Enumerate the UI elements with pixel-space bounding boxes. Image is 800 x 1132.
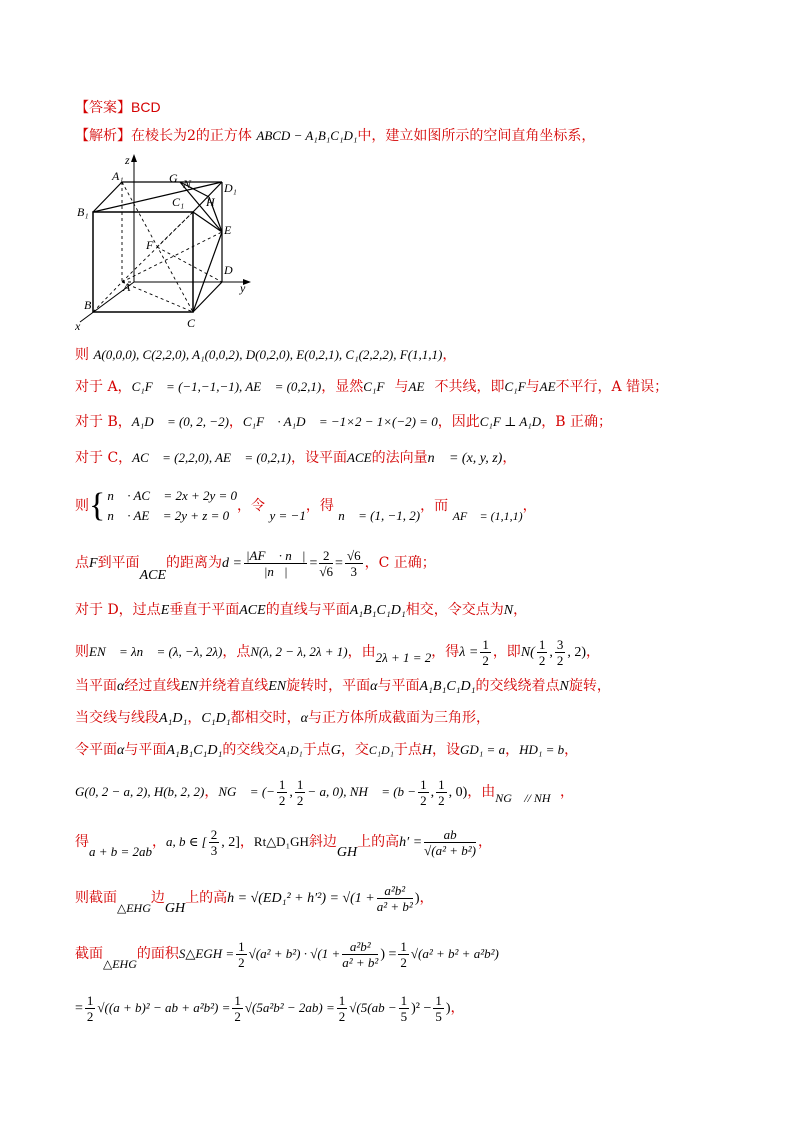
edge-cd [193,282,222,312]
l5-m2: n⃗ = (1, −1, 2) [338,508,421,523]
l11-mid: 与平面 [124,742,167,758]
l3-m3: C₁F ⊥ A₁D [479,414,542,429]
l12-m3: NG⃗ // NH⃗ [495,791,560,805]
line-area [75,934,499,975]
intro-tail: 中，建立如图所示的空间直角坐标系， [357,128,596,144]
line-rotation [75,676,611,697]
l12-mid2: ，由 [467,784,496,800]
l7-mid3: 相交，令交点为 [405,602,504,618]
l8-frac3 [555,637,566,668]
line-coordinates [75,345,456,365]
l16-f1n: 1 [86,992,94,1008]
l16-m4: √(5(ab − [349,1000,397,1015]
l11-pre: 令平面 [75,742,117,758]
l2-post: 不平行，A 错误； [555,379,669,395]
line-area-simplify [75,988,465,1029]
l5-pre: 则 [75,498,89,514]
l7-m1: E [160,603,170,618]
l5-m3: AF⃗ = (1,1,1) [452,509,523,523]
l12-m2e: , 0) [448,785,468,800]
l12-mid: ， [204,784,219,800]
l6-m1: F [89,556,98,571]
l15-f2n: a²b² [342,939,378,955]
l2-mid: ，显然 [321,379,364,395]
l10-m1: A₁D₁ [159,711,188,726]
l13-mid3: 斜边 [308,834,337,850]
l13-m2b: , 2] [221,835,240,850]
l2-m1: C₁F⃗ = (−1,−1,−1), AE⃗ = (0,2,1) [131,379,322,394]
l14-post: ， [419,890,434,906]
line-height-h [75,878,434,919]
label-c1: C₁ [172,195,185,209]
l11-mid6: ，设 [432,742,460,758]
l16-frac3 [337,993,348,1024]
l6-f3n: √6 [346,547,361,563]
l3-pre: 对于 B， [75,414,132,430]
l12-f2d: 2 [296,792,304,808]
l11-m6: H [421,743,432,758]
l11-m8: HD₁ = b [519,742,565,757]
l12-m2d: , [430,785,435,800]
answer-line [75,97,161,118]
l9-mid3: 旋转时，平面 [286,678,371,694]
l9-m2: EN [180,679,199,694]
l12-frac3 [418,777,429,808]
l4-m3: n⃗ = (x, y, z) [427,451,503,466]
l16-f4d: 5 [400,1008,408,1024]
l13-mid2: ， [239,834,254,850]
l5-mid: ，令 [237,498,266,514]
label-y: y [240,281,246,295]
l16-f1d: 2 [86,1008,94,1024]
label-b1: B₁ [77,205,89,219]
l13-f2n: ab [424,827,476,843]
l8-mid3: ，得 [431,644,460,660]
l7-m2: ACE [239,603,266,618]
l13-f2d: √(a² + b²) [424,842,477,858]
l12-f4d: 2 [438,792,445,808]
l5-sys1: n⃗ · AC⃗ = 2x + 2y = 0 [107,488,238,503]
label-c: C [187,316,196,330]
l6-mid2: 的距离为 [166,555,223,571]
l11-mid5: 于点 [393,742,422,758]
l6-f2n: 2 [319,548,333,564]
l9-m3: EN [268,679,287,694]
l11-m5: C₁D₁ [368,743,394,757]
label-d: D [224,263,233,277]
l4-mid2: 的法向量 [371,450,428,466]
l6-frac1 [244,548,308,579]
l6-f2d: √6 [319,563,334,579]
label-x: x [75,319,81,333]
l12-m2c: − a, 0), NH⃗ = (b − [307,784,417,799]
l13-m5: h′ = [399,835,423,850]
l4-m2: ACE [347,450,372,465]
l8-mid4: ，即 [492,644,521,660]
l4-post: ， [502,450,517,466]
l16-m1: = [75,1001,83,1016]
l12-post: ， [559,784,574,800]
l12-frac1 [277,777,288,808]
l15-f3n: 1 [400,938,407,954]
l4-pre: 对于 C， [75,450,133,466]
l16-m3: √(5a²b² − 2ab) = [244,1000,335,1015]
l3-m1: A₁D⃗ = (0, 2, −2) [131,414,229,429]
l11-m1: α [117,743,125,758]
l13-fn: 2 [210,826,218,842]
l13-m4: GH [336,845,358,860]
l10-pre: 当交线与线段 [75,710,159,726]
l14-m2: GH [164,901,186,916]
l8-frac1 [480,637,491,668]
l14-pre: 则截面 [75,890,117,906]
line-gh-setup [75,740,578,761]
l12-frac2 [295,777,306,808]
system-brace: { [89,487,106,524]
l6-f3d: 3 [350,563,357,579]
l2-mid4: 与 [525,379,540,395]
l1-math: A(0,0,0), C(2,2,0), A₁(0,0,2), D(0,2,0), E(0,2,1), C₁(2,2,2), F(1,1,1) [93,347,443,362]
l10-mid2: 都相交时， [230,710,301,726]
l16-frac5 [433,993,444,1024]
l16-m4c: ) [445,1001,451,1016]
l15-f2d: a² + b² [342,954,379,970]
l15-frac3 [398,939,409,970]
l11-m4: G [330,743,341,758]
l13-frac2 [424,827,476,858]
l11-mid2: 的交线交 [222,742,279,758]
l10-post: 与正方体所成截面为三角形， [307,710,490,726]
l5-m1: y = −1 [269,508,306,523]
l9-m5: A₁B₁C₁D₁ [419,679,476,694]
l12-m2: NG⃗ = (− [218,784,275,799]
l6-post: ，C 正确； [364,555,436,571]
l13-frac1 [209,827,220,858]
l3-m2: C₁F⃗ · A₁D⃗ = −1×2 − 1×(−2) = 0 [242,414,438,429]
edge-b1a1 [93,182,122,212]
l8-f2d: 2 [538,652,546,668]
l9-mid5: 的交线绕着点 [475,678,560,694]
l13-m2: a, b ∈ [ [166,834,207,849]
line-system [75,484,537,528]
l10-m3: α [300,711,308,726]
l15-mid: 的面积 [136,946,179,962]
l5-sys2: n⃗ · AE⃗ = 2y + z = 0 [107,508,230,523]
analysis-tag: 【解析】 [75,128,131,144]
l14-mid: 边 [150,890,165,906]
l15-f1n: 1 [238,938,245,954]
l9-m6: N [559,679,569,694]
l2-mid3: 不共线，即 [434,379,505,395]
l3-post: ，B 正确； [541,414,612,430]
answer-tag: 【答案】 [75,100,131,116]
l15-m1: △EHG [103,957,137,971]
l6-pre: 点 [75,555,89,571]
l9-m1: α [117,679,125,694]
line-ng-nh [75,774,574,811]
l2-pre: 对于 A， [75,379,132,395]
line-en [75,634,600,671]
l8-m3: 2λ + 1 = 2 [375,650,432,665]
label-a1: A₁ [112,169,124,183]
l10-m2: C₁D₁ [201,711,231,726]
l9-m4: α [370,679,378,694]
l15-f1d: 2 [238,954,245,970]
l16-m2: √((a + b)² − ab + a²b²) = [97,1000,231,1015]
l9-mid4: 与平面 [377,678,420,694]
l13-post: ， [478,834,493,850]
l15-f3d: 2 [400,954,407,970]
l11-mid3: 于点 [302,742,331,758]
label-z: z [125,153,130,167]
l15-m4: √(a² + b² + a²b²) [410,946,499,961]
analysis-line [75,126,595,146]
l13-mid4: 上的高 [357,834,400,850]
l6-m2: ACE [139,568,167,583]
label-b: B [84,298,92,312]
l15-m2: S△EGH = [178,946,235,961]
l6-m3: d = [222,556,242,571]
l7-mid: 垂直于平面 [169,602,240,618]
l11-m2: A₁B₁C₁D₁ [166,743,223,758]
l12-frac4 [436,777,447,808]
l8-m2: N(λ, 2 − λ, 2λ + 1) [250,644,348,659]
l5-post: ， [522,498,537,514]
l16-f3n: 1 [338,992,346,1008]
l12-m1: G(0, 2 − a, 2), H(b, 2, 2) [75,784,205,799]
l16-m4b: )² − [411,1001,432,1016]
line-b1d1 [93,182,222,212]
label-a: A [123,280,131,294]
line-triangle-section [75,708,490,729]
l15-m3b: ) = [380,947,397,962]
l13-m3: Rt△D₁GH [253,834,309,849]
l7-mid2: 的直线与平面 [265,602,350,618]
line-distance [75,545,436,582]
l3-mid2: ，因此 [437,414,480,430]
l16-frac2 [232,993,243,1024]
l12-m2b: , [289,785,293,800]
l8-frac2 [537,637,548,668]
l4-m1: AC⃗ = (2,2,0), AE⃗ = (0,2,1) [132,450,292,465]
l13-mid: ， [152,834,167,850]
l16-f2d: 2 [234,1008,241,1024]
l12-f1d: 2 [278,792,286,808]
l15-pre: 截面 [75,946,103,962]
l8-fn: 1 [482,636,489,652]
l8-m4: λ = [459,645,479,660]
l6-mid: 到平面 [97,555,140,571]
l12-f1n: 1 [278,776,286,792]
label-g: G [169,171,178,185]
l6-eq: = [309,556,318,571]
l16-post: ， [450,1000,465,1016]
l9-post: 旋转， [568,678,611,694]
l1-post: ， [442,347,457,363]
l11-m7: GD₁ = a [460,742,506,757]
label-n: N [183,177,192,191]
l16-f2n: 1 [234,992,241,1008]
l8-m5b: , [549,645,553,660]
l6-eq2: = [335,556,343,571]
answer-value: BCD [131,99,161,115]
l12-f3n: 1 [420,776,427,792]
l11-post: ， [564,742,579,758]
l8-m5c: , 2) [567,645,586,660]
l13-fd: 3 [210,842,218,858]
l14-mid2: 上的高 [185,890,228,906]
l5-mid3: ，而 [420,498,449,514]
cube-name: ABCD − A₁B₁C₁D₁ [256,128,358,143]
line-fd [157,247,222,282]
l12-f4n: 1 [438,776,445,792]
line-ac [122,282,193,312]
l11-mid7: ， [505,742,520,758]
l12-f2n: 1 [296,776,304,792]
l8-f2n: 1 [538,636,546,652]
l7-m3: A₁B₁C₁D₁ [349,603,406,618]
l13-pre: 得 [75,834,89,850]
l8-pre: 则 [75,644,89,660]
l6-f1d: |n⃗| [263,563,288,579]
l8-m5: N( [520,645,535,660]
z-axis-arrow [131,154,137,162]
l7-pre: 对于 D，过点 [75,602,161,618]
intro-text: 在棱长为2的正方体 [131,128,252,144]
l14-frac [377,883,413,914]
l16-f5d: 5 [435,1008,442,1024]
line-option-b [75,412,612,432]
l16-frac4 [399,993,410,1024]
line-ab-relation [75,822,492,863]
l11-m3: A₁D₁ [278,743,303,757]
equation-system [107,486,237,526]
l2-m3: AE⃗ [408,379,435,394]
l14-fn: a²b² [377,883,413,899]
l2-m2: C₁F⃗ [363,379,395,394]
l15-frac2 [342,939,378,970]
edge-ba [93,282,122,312]
label-d1: D₁ [224,181,237,195]
l3-mid: ， [228,414,243,430]
l2-mid2: 与 [394,379,409,395]
l13-m1: a + b = 2ab [89,844,153,859]
l6-f1n: |AF⃗ · n⃗| [245,547,306,563]
line-option-c [75,448,516,469]
l14-m1: △EHG [117,901,151,915]
l9-mid2: 并绕着直线 [198,678,269,694]
l4-mid: ，设平面 [291,450,348,466]
label-h: H [206,195,215,209]
l16-f4n: 1 [400,992,408,1008]
l14-fd: a² + b² [376,898,413,914]
l6-frac3 [345,548,363,579]
l8-mid: ，点 [222,644,251,660]
l7-m4: N [503,603,514,618]
l15-frac1 [236,939,247,970]
l16-f5n: 1 [435,992,442,1008]
cube-figure [75,150,275,335]
label-e: E [224,223,232,237]
label-f: F [146,238,154,252]
l5-mid2: ，得 [305,498,334,514]
l12-f3d: 2 [420,792,427,808]
l16-f3d: 2 [338,1008,346,1024]
l14-m3b: ) [414,891,420,906]
l6-frac2 [319,548,333,579]
line-option-a [75,377,668,397]
l16-frac1 [85,993,96,1024]
l2-m5: AE [539,379,556,394]
l8-post: ， [585,644,600,660]
l9-mid: 经过直线 [124,678,181,694]
l9-pre: 当平面 [75,678,117,694]
l11-mid4: ，交 [340,742,369,758]
l8-f3n: 3 [556,636,564,652]
l10-mid: ， [187,710,202,726]
l1-pre: 则 [75,347,89,363]
line-option-d [75,600,527,621]
l8-mid2: ，由 [347,644,376,660]
l8-fd: 2 [482,652,489,668]
line-fc1 [157,212,193,247]
l7-post: ， [513,602,528,618]
l8-m1: EN⃗ = λn⃗ = (λ, −λ, 2λ) [89,644,223,659]
l14-m3: h = √(ED₁² + h′²) = √(1 + [227,891,375,906]
l2-m4: C₁F [504,379,526,394]
l15-m3: √(a² + b²) · √(1 + [248,946,341,961]
l8-f3d: 2 [556,652,564,668]
